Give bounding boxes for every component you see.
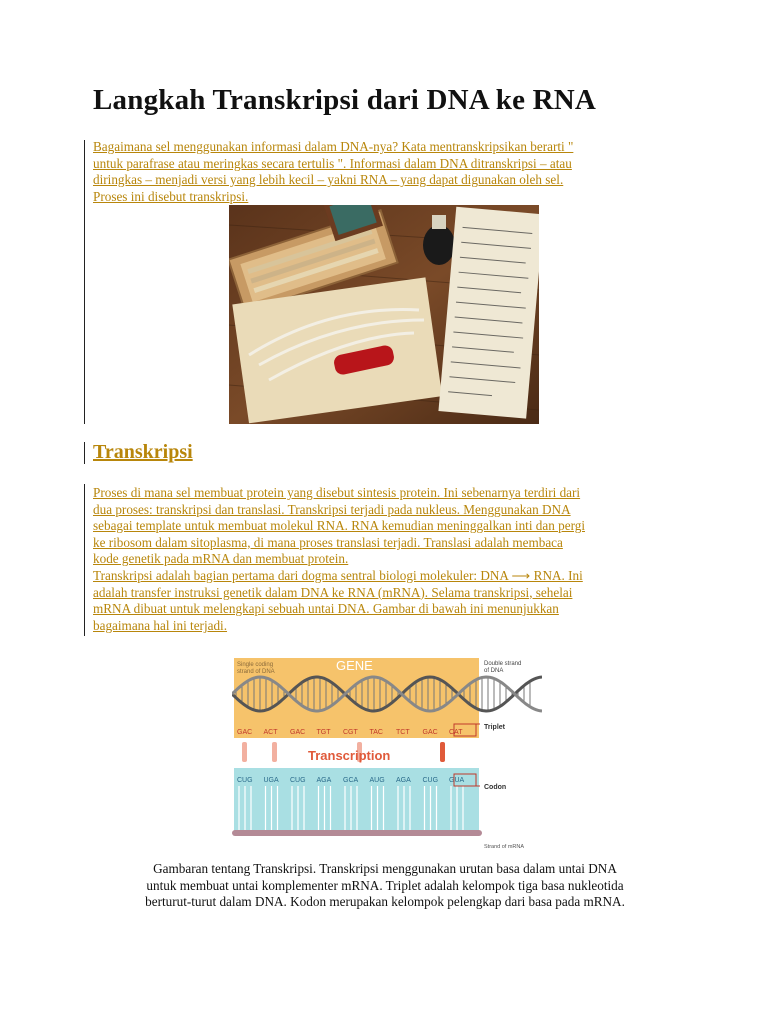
mrna-codon: CUG [422,777,439,784]
body-line: Proses di mana sel membuat protein yang disebut sintesis protein. Ini sebenarnya terdiri dari [93,485,581,500]
caption-line: berturut-turut dalam DNA. Kodon merupakan kelompok pelengkap dari basa pada mRNA. [145,894,625,909]
dna-triplet: ACT [263,729,278,736]
mrna-codon: CUG [237,777,253,784]
dna-triplet-labels [237,729,463,736]
body-line: dua proses: transkripsi dan translasi. Transkripsi terjadi pada nukleus. Menggunakan DNA [93,501,571,517]
label-triplet: Triplet [484,724,506,731]
diagram-caption [98,861,672,911]
dna-triplet: TCT [396,729,410,736]
body-line: adalah transfer instruksi genetik dalam DNA ke RNA (mRNA). Selama transkripsi, sehelai [93,584,573,600]
body-line: sebagai template untuk membuat molekul RNA. RNA kemudian meninggalkan inti dan pergi [93,518,585,534]
intro-line: Proses ini disebut transkripsi. [93,188,249,204]
margin-bar [84,484,85,636]
mrna-codon-labels [237,777,465,784]
body-line: Transkripsi adalah bagian pertama dari dogma sentral biologi molekuler: DNA ⟶ RNA. Ini [93,567,583,583]
photo-writing-desk-icon [229,205,539,424]
dna-triplet: GAC [237,729,253,736]
intro-line: diringkas – menjadi versi yang lebih kecil – yakni RNA – yang dapat digunakan oleh sel. [93,172,564,188]
transcription-diagram [232,656,542,851]
margin-bar [84,140,85,424]
mrna-codon: AGA [316,777,332,784]
body-line: bagaimana hal ini terjadi. [93,617,228,633]
mrna-codon: UGA [263,777,279,784]
label-double-strand-2: of DNA [484,668,504,674]
label-codon: Codon [484,784,507,791]
intro-paragraph-link[interactable] [93,139,673,205]
label-single-strand-2: strand of DNA [237,669,275,675]
writing-desk-photo [229,205,539,424]
body-line: ke ribosom dalam sitoplasma, di mana proses translasi terjadi. Translasi adalah membaca [93,534,563,550]
mrna-codon: CUG [290,777,306,784]
mrna-codon: GCA [343,777,359,784]
label-mrna: Strand of mRNA [484,844,525,850]
transcription-arrow [272,742,277,762]
label-gene: GENE [336,658,373,673]
mrna-codon: AUG [369,777,385,784]
dna-triplet: GAC [290,729,306,736]
dna-triplet: CGT [343,729,358,736]
transcription-arrow [242,742,247,762]
dna-triplet: TGT [316,729,331,736]
label-transcription: Transcription [308,748,391,763]
body-paragraph-link[interactable] [93,485,683,634]
caption-line: untuk membuat untai komplementer mRNA. Triplet adalah kelompok tiga basa nukleotida [146,877,624,893]
margin-bar [84,442,85,464]
body-line: kode genetik pada mRNA dan membuat protein. [93,551,349,567]
transcription-diagram-svg [232,656,542,851]
mrna-codon: GUA [449,777,465,784]
dna-triplet: GAC [422,729,438,736]
transcription-arrow [440,742,445,762]
dna-triplet: CAT [449,729,463,736]
body-line: mRNA dibuat untuk melengkapi sebuah untai DNA. Gambar di bawah ini menunjukkan [93,601,559,617]
page-title: Langkah Transkripsi dari DNA ke RNA [93,84,597,116]
dna-triplet: TAC [369,729,383,736]
label-single-strand-1: Single coding [237,662,274,668]
mrna-codon: AGA [396,777,411,784]
section-heading-link[interactable]: Transkripsi [93,441,193,463]
mrna-strand [232,830,482,836]
label-double-strand-1: Double strand [484,661,522,667]
intro-line: untuk parafrase atau meringkas secara tertulis ". Informasi dalam DNA ditranskripsi – atau [93,155,572,171]
caption-line: Gambaran tentang Transkripsi. Transkripsi menggunakan urutan basa dalam untai DNA [153,861,617,876]
intro-line: Bagaimana sel menggunakan informasi dalam DNA-nya? Kata mentranskripsikan berarti " [93,139,574,154]
